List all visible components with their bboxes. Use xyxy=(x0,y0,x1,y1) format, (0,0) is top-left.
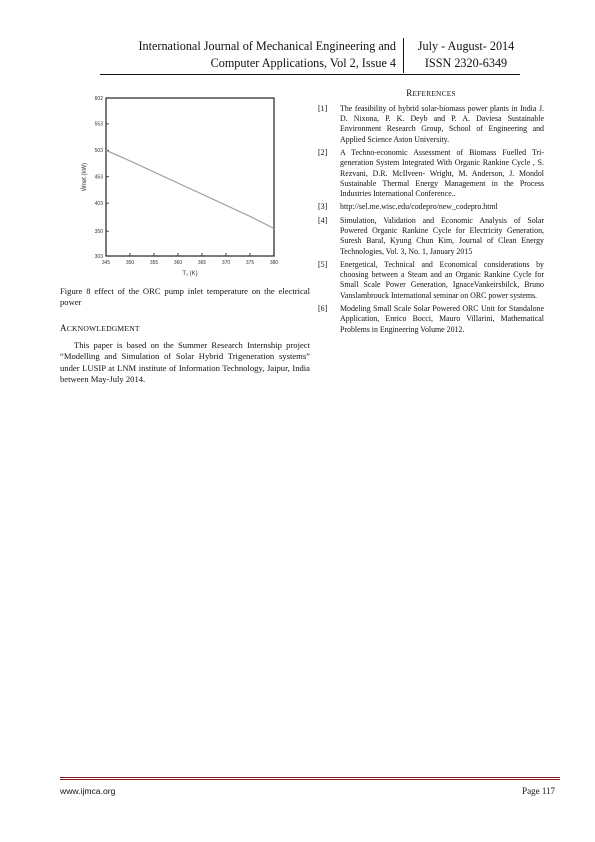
reference-item xyxy=(318,202,544,212)
x-tick-label: 350 xyxy=(125,260,135,266)
reference-text: Modeling Small Scale Solar Powered ORC Unit for Standalone Application, Enrico Bocci, Mauro Villarini, Mathematical Problems in Engineering Volume 2012. xyxy=(340,304,544,334)
acknowledgment-heading xyxy=(60,323,140,333)
references-heading-rest: EFERENCES xyxy=(412,89,456,98)
reference-item xyxy=(318,304,544,335)
journal-title-line2: Computer Applications, Vol 2, Issue 4 xyxy=(210,56,396,70)
reference-number: [6] xyxy=(318,304,328,314)
footer-website: www.ijmca.org xyxy=(60,786,116,796)
reference-item xyxy=(318,216,544,257)
footer-rule xyxy=(60,777,560,780)
y-axis-label: W̄net (kW) xyxy=(82,162,88,192)
x-tick-label: 370 xyxy=(221,260,231,266)
y-tick-label: 403 xyxy=(94,200,103,207)
figure-8 xyxy=(78,92,288,277)
reference-number: [4] xyxy=(318,215,328,225)
reference-number: [3] xyxy=(318,202,328,212)
reference-text: http://sel.me.wisc.edu/codepro/new_codepro.html xyxy=(340,202,498,212)
y-tick-label: 602 xyxy=(94,95,103,102)
reference-text: Energetical, Technical and Economical considerations by choosing between a Steam and an Organic Rankine Cycle for Small Scale Power Generation, IgnaceVankeirsbilck, Bruno Vanslambrouck International seminar on ORC power systems. xyxy=(340,260,544,300)
references-list xyxy=(318,104,544,338)
x-tick-label: 345 xyxy=(101,260,111,266)
acknowledgment-heading-rest: CKNOWLEDGMENT xyxy=(66,324,140,333)
reference-number: [1] xyxy=(318,104,328,113)
issue-date: July - August- 2014 xyxy=(417,39,515,53)
x-tick-label: 365 xyxy=(197,260,207,266)
reference-item xyxy=(318,148,544,199)
journal-title xyxy=(138,38,396,72)
acknowledgment-heading-initial: A xyxy=(60,323,67,333)
figure-caption: Figure 8 effect of the ORC pump inlet temperature on the electrical power xyxy=(60,286,310,307)
orc-pump-inlet-chart xyxy=(78,92,288,277)
acknowledgment-body: This paper is based on the Summer Research Internship project “Modelling and Simulation of Solar Hybrid Trigeneration systems” under LUSIP at LNM institute of Information Technology, Jaipur, India between May-July 2014. xyxy=(60,340,310,385)
y-tick-label: 453 xyxy=(94,174,103,181)
reference-item xyxy=(318,104,544,145)
header-divider xyxy=(403,38,404,73)
x-tick-label: 380 xyxy=(269,260,279,266)
reference-text: Simulation, Validation and Economic Analysis of Solar Powered Organic Rankine Cycle for Electricity Generation, Suresh Baral, Kyung Chun Kim, Journal of Clean Energy Technologies, Vol. 3, No. 1, January 2015 xyxy=(340,215,544,256)
y-tick-label: 350 xyxy=(94,228,103,235)
plot-frame xyxy=(106,98,274,256)
header-rule xyxy=(100,74,520,75)
reference-item xyxy=(318,260,544,301)
x-tick-label: 355 xyxy=(149,260,159,266)
reference-text: The feasibility of hybrid solar-biomass power plants in India J. D. Nixona, P. K. Deyb and P. A. Daviesa Sustainable Environment Research Group, School of Engineering and Applied Science Aston University. xyxy=(340,104,544,144)
x-axis-label: T₁ (K) xyxy=(182,271,198,277)
references-heading-initial: R xyxy=(406,88,413,98)
x-tick-label: 375 xyxy=(245,260,255,266)
references-heading xyxy=(322,88,540,98)
issn: ISSN 2320-6349 xyxy=(424,56,508,70)
footer-page-number: Page 117 xyxy=(522,786,555,796)
y-tick-label: 303 xyxy=(94,253,103,260)
reference-text: A Techno-economic Assessment of Biomass Fuelled Tri-generation System Integrated With Organic Rankine Cycle , S. Rezvani, D.R. McIlveen- Wright, M. Anderson, J. Mondol Sustainable Thermal Energy Management in the Process Industries International Conference.. xyxy=(340,148,544,198)
x-tick-label: 360 xyxy=(173,260,183,266)
page-header xyxy=(100,38,520,76)
journal-title-line1: International Journal of Mechanical Engineering and xyxy=(138,39,396,53)
y-tick-label: 503 xyxy=(94,148,103,155)
issue-info xyxy=(411,38,521,72)
reference-number: [5] xyxy=(318,260,328,270)
reference-number: [2] xyxy=(318,148,328,158)
y-tick-label: 553 xyxy=(94,121,103,128)
